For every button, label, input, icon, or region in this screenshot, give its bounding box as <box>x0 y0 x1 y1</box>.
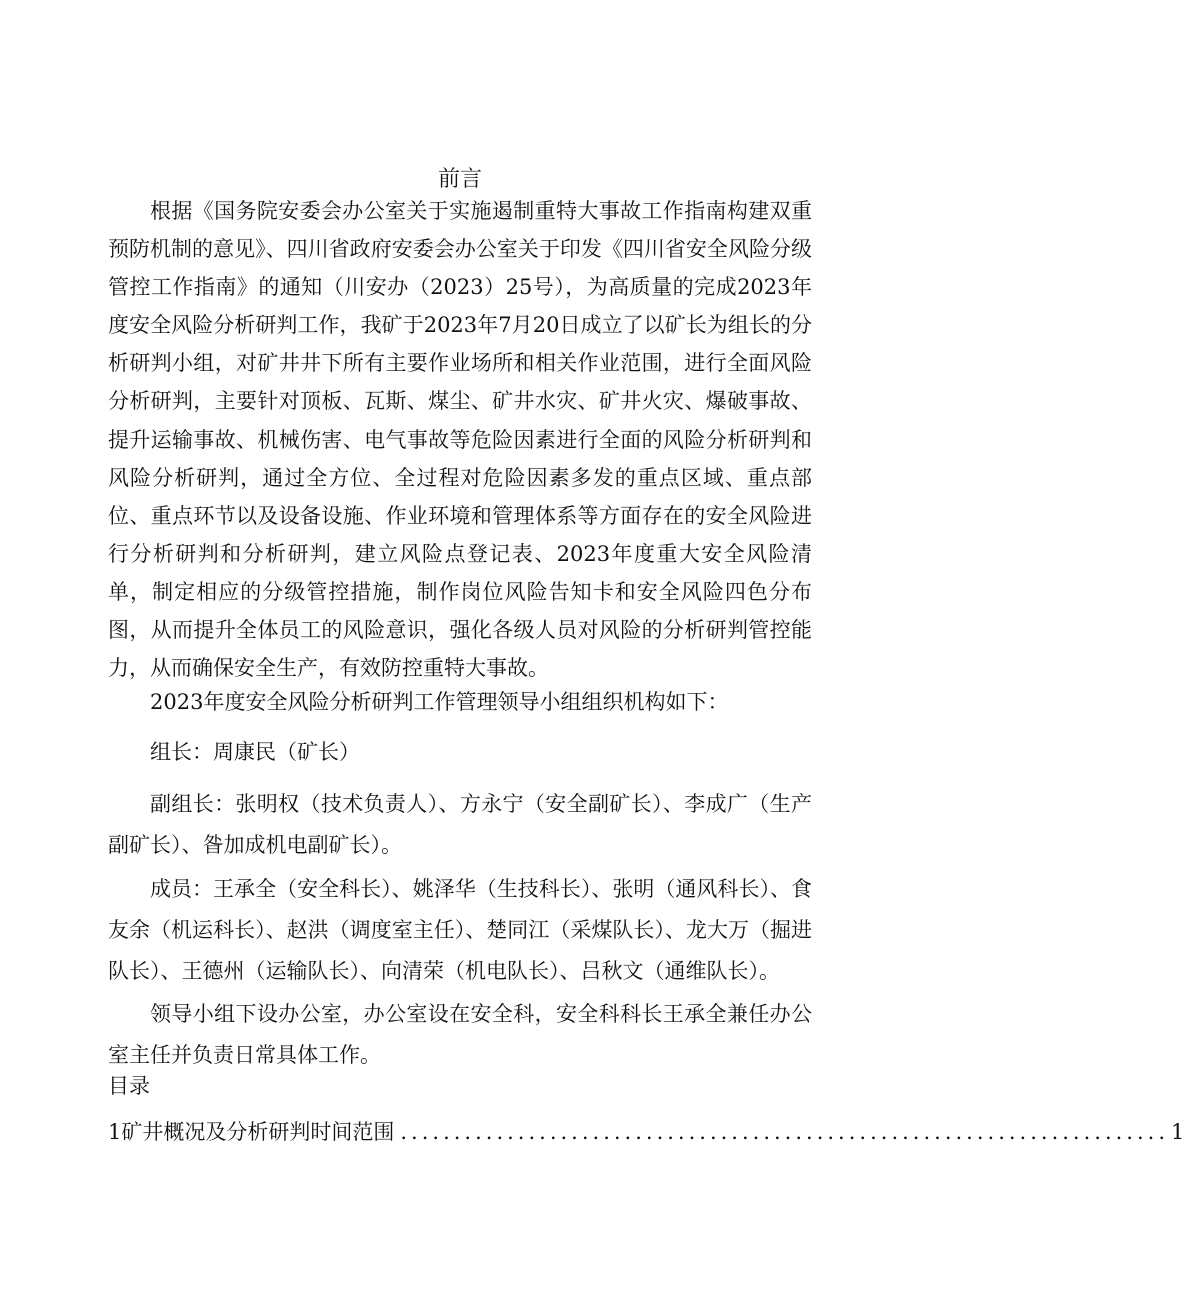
office-note: 领导小组下设办公室，办公室设在安全科，安全科科长王承全兼任办公室主任并负责日常具体工作。 <box>108 1002 812 1067</box>
toc-entry-label: 1矿井概况及分析研判时间范围 <box>108 1120 395 1144</box>
preface-heading: 前言 <box>437 167 482 192</box>
intro-paragraph: 根据《国务院安委会办公室关于实施遏制重特大事故工作指南构建双重预防机制的意见》、四川省政府安委会办公室关于印发《四川省安全风险分级管控工作指南》的通知（川安办（2023）25号），为高质量的完成2023年度安全风险分析研判工作，我矿于2023年7月20日成立了以矿长为组长的分析研判小组，对矿井井下所有主要作业场所和相关作业范围，进行全面风险分析研判，主要针对顶板、瓦斯、煤尘、矿井水灾、矿井火灾、爆破事故、提升运输事故、机械伤害、电气事故等危险因素进行全面的风险分析研判和风险分析研判，通过全方位、全过程对危险因素多发的重点区域、重点部位、重点环节以及设备设施、作业环境和管理体系等方面存在的安全风险进行分析研判和分析研判，建立风险点登记表、2023年度重大安全风险清单，制定相应的分级管控措施，制作岗位风险告知卡和安全风险四色分布图，从而提升全体员工的风险意识，强化各级人员对风险的分析研判管控能力，从而确保安全生产，有效防控重特大事故。 <box>108 199 812 681</box>
deputy-leaders: 副组长：张明权（技术负责人）、方永宁（安全副矿长）、李成广（生产副矿长）、昝加成机电副矿长）。 <box>108 792 812 857</box>
toc-entry-leader: ........................................................................ <box>400 1120 1169 1144</box>
toc-title: 目录 <box>108 1074 150 1098</box>
toc-entry-page: 1 <box>1171 1120 1184 1144</box>
org-structure-intro: 2023年度安全风险分析研判工作管理领导小组组织机构如下： <box>150 690 729 714</box>
group-members: 成员：王承全（安全科长）、姚泽华（生技科长）、张明（通风科长）、食友余（机运科长）、赵洪（调度室主任）、楚同江（采煤队长）、龙大万（掘进队长）、王德州（运输队长）、向清荣（机电队长）、吕秋文（通维队长）。 <box>108 877 812 983</box>
group-leader: 组长：周康民（矿长） <box>150 740 360 764</box>
toc-entry[interactable] <box>108 1116 1184 1148</box>
